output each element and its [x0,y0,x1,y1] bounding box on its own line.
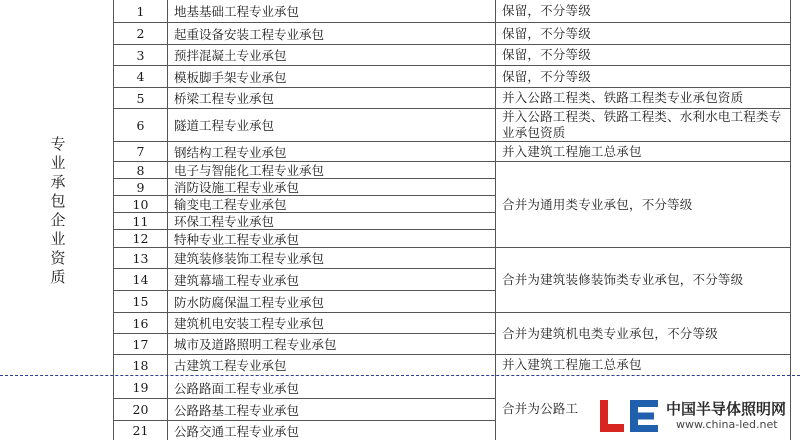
row-name: 建筑幕墙工程专业承包 [174,272,300,288]
row-name: 电子与智能化工程专业承包 [174,163,325,178]
category-char: 质 [50,268,66,286]
row-name: 隧道工程专业承包 [174,118,275,133]
row-number: 18 [132,357,149,373]
row-number: 3 [136,47,145,63]
row-number: 14 [132,272,149,287]
row-name: 地基基础工程专业承包 [174,4,300,19]
row-name: 建筑机电安装工程专业承包 [174,316,325,331]
row-name: 输变电工程专业承包 [174,197,287,212]
row-note: 保留，不分等级 [502,47,591,62]
le-logo-icon [600,398,662,434]
table-border [790,0,791,440]
row-number: 5 [136,90,145,106]
row-name: 模板脚手架专业承包 [174,69,287,85]
merged-note-decoration: 合并为建筑装修装饰类专业承包，不分等级 [502,272,744,287]
row-name: 公路路面工程专业承包 [174,380,300,396]
watermark-url: www.china-led.net [676,418,778,431]
row-note: 并入建筑工程施工总承包 [502,143,642,159]
row-number: 1 [136,3,145,19]
row-name: 消防设施工程专业承包 [174,180,300,195]
row-note: 保留，不分等级 [502,68,591,84]
category-char: 包 [50,192,66,210]
row-number: 19 [132,380,149,395]
category-char: 资 [50,249,66,267]
row-number: 21 [132,423,149,438]
row-name: 防水防腐保温工程专业承包 [174,294,325,310]
category-char: 承 [50,173,66,191]
row-number: 6 [136,117,145,133]
row-number: 10 [132,196,149,212]
row-name: 古建筑工程专业承包 [174,358,287,373]
row-note: 保留，不分等级 [502,3,591,18]
merged-note-electromech: 合并为建筑机电类专业承包，不分等级 [502,325,718,341]
row-name: 预拌混凝土专业承包 [174,48,287,63]
row-number: 13 [132,250,149,266]
row-number: 15 [132,294,149,309]
category-char: 企 [50,211,66,229]
row-note: 并入建筑工程施工总承包 [502,357,642,372]
category-char: 业 [50,230,66,248]
category-char: 业 [50,154,66,172]
row-number: 17 [132,336,149,352]
row-name: 建筑装修装饰工程专业承包 [174,251,325,266]
row-name: 桥梁工程专业承包 [174,91,275,106]
row-name: 钢结构工程专业承包 [174,144,287,160]
row-note: 并入公路工程类、铁路工程类专业承包资质 [502,90,744,105]
category-char: 专 [50,135,66,153]
row-number: 9 [136,179,145,195]
row-number: 16 [132,315,149,331]
row-name: 特种专业工程专业承包 [174,231,300,247]
row-name: 公路交通工程专业承包 [174,423,300,439]
row-name: 公路路基工程专业承包 [174,402,300,418]
row-name: 环保工程专业承包 [174,214,275,229]
site-watermark-logo [600,392,800,440]
row-number: 7 [136,144,145,159]
category-label [44,135,72,287]
row-number: 20 [132,402,149,417]
watermark-brand: 中国半导体照明网 [666,400,787,418]
row-note: 并入公路工程类、铁路工程类、水利水电工程类专业承包资质 [502,109,782,140]
row-note: 保留，不分等级 [502,25,591,41]
merged-note-general: 合并为通用类专业承包，不分等级 [502,196,693,212]
row-number: 2 [136,26,145,41]
section-separator [0,375,800,376]
row-name: 城市及道路照明工程专业承包 [174,337,337,352]
row-number: 4 [136,69,145,84]
row-name: 起重设备安装工程专业承包 [174,26,325,42]
row-number: 8 [136,162,145,178]
row-number: 11 [132,213,149,229]
row-number: 12 [132,231,149,246]
merged-note-highway: 合并为公路工 [502,400,579,416]
